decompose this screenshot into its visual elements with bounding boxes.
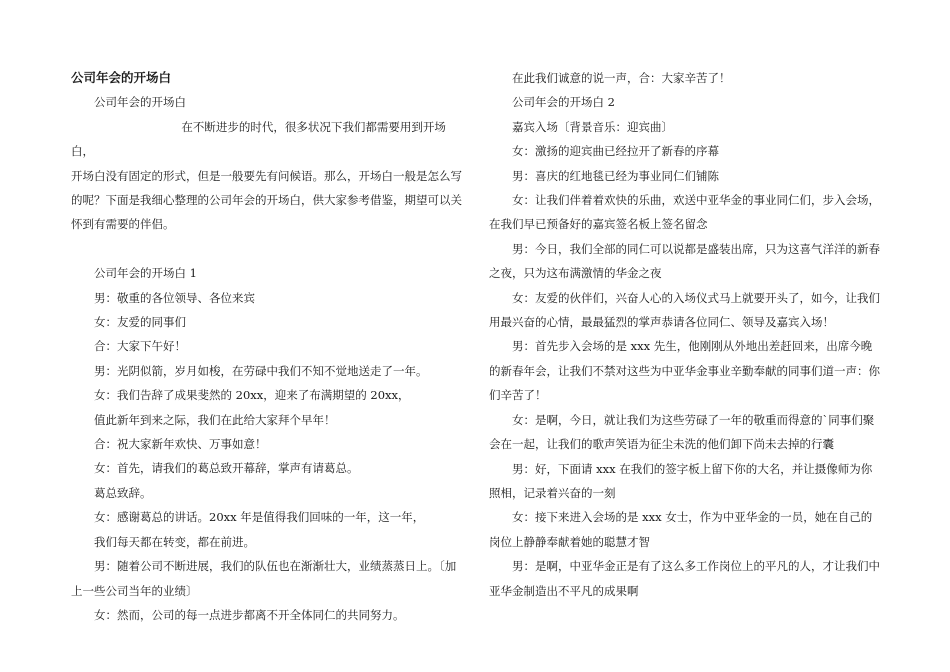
dialogue-line: 合：祝大家新年欢快、万事如意！	[94, 437, 267, 452]
section-1-heading: 公司年会的开场白 1	[94, 266, 197, 281]
dialogue-line: 女：友爱的同事们	[94, 315, 186, 330]
dialogue-line: 女：感谢葛总的讲话。20xx 年是值得我们回味的一年，这一年，	[94, 510, 425, 525]
intro-line-1: 在不断进步的时代，很多状况下我们都需要用到开场白，	[71, 119, 446, 159]
blank-line	[71, 237, 463, 261]
dialogue-paragraph: 女：接下来进入会场的是 xxx 女士，作为中亚华金的一员，她在自己的岗位上静静奉献着她的聪慧才智	[489, 510, 873, 549]
dialogue-line: 我们每天都在转变，都在前进。	[94, 534, 255, 549]
dialogue-line: 嘉宾入场〔背景音乐：迎宾曲〕	[512, 119, 673, 134]
dialogue-paragraph: 女：友爱的伙伴们，兴奋人心的入场仪式马上就要开头了，如今，让我们用最兴奋的心情，最最猛烈的掌声恭请各位同仁、领导及嘉宾入场！	[489, 290, 880, 330]
dialogue-paragraph: 男：随着公司不断进展，我们的队伍也在渐渐壮大，业绩蒸蒸日上。〔加上一些公司当年的业绩〕	[71, 559, 457, 598]
document-title: 公司年会的开场白	[71, 70, 172, 85]
section-2-heading: 公司年会的开场白 2	[512, 95, 615, 110]
dialogue-paragraph: 男：是啊，中亚华金正是有了这么多工作岗位上的平凡的人，才让我们中亚华金制造出不平凡的成果啊	[489, 559, 880, 598]
dialogue-paragraph: 女：让我们伴着着欢快的乐曲，欢送中亚华金的事业同仁们，步入会场，在我们早已预备好的嘉宾签名板上签名留念	[489, 193, 880, 232]
dialogue-line: 男：光阴似箭，岁月如梭，在劳碌中我们不知不觉地送走了一年。	[94, 363, 428, 378]
dialogue-line: 女：我们告辞了成果斐然的 20xx，迎来了布满期望的 20xx，	[94, 388, 410, 403]
dialogue-line: 女：激扬的迎宾曲已经拉开了新春的序幕	[512, 144, 719, 159]
dialogue-line: 葛总致辞。	[94, 485, 152, 500]
subtitle: 公司年会的开场白	[94, 95, 186, 110]
dialogue-line: 女：首先，请我们的葛总致开幕辞，掌声有请葛总。	[94, 461, 359, 476]
dialogue-line: 合：大家下午好！	[94, 339, 186, 354]
dialogue-paragraph: 女：是啊，今日，就让我们为这些劳碌了一年的敬重而得意的`同事们聚会在一起，让我们的歌声笑语为征尘未洗的他们卸下尚未去掉的行囊	[489, 412, 875, 452]
left-column	[71, 66, 463, 627]
dialogue-line: 在此我们诚意的说一声，合：大家辛苦了！	[512, 71, 731, 85]
dialogue-paragraph: 男：首先步入会场的是 xxx 先生，他刚刚从外地出差赶回来，出席今晚的新春年会，让我们不禁对这些为中亚华金事业辛勤奉献的同事们道一声：你们辛苦了！	[489, 339, 880, 403]
dialogue-line: 女：然而，公司的每一点进步都离不开全体同仁的共同努力。	[94, 607, 405, 622]
dialogue-line: 男：敬重的各位领导、各位来宾	[94, 290, 255, 305]
dialogue-line: 男：喜庆的红地毯已经为事业同仁们铺陈	[512, 168, 719, 183]
right-column	[489, 66, 881, 603]
dialogue-paragraph: 男：好，下面请 xxx 在我们的签字板上留下你的大名，并让摄像师为你照相，记录着兴奋的一刻	[489, 461, 873, 500]
dialogue-line: 值此新年到来之际，我们在此给大家拜个早年！	[94, 412, 336, 427]
intro-paragraph: 开场白没有固定的形式，但是一般要先有问候语。那么，开场白一般是怎么写的呢？下面是我细心整理的公司年会的开场白，供大家参考借鉴，期望可以关怀到有需要的伴侣。	[71, 168, 462, 232]
dialogue-paragraph: 男：今日，我们全部的同仁可以说都是盛装出席，只为这喜气洋洋的新春之夜，只为这布满激情的华金之夜	[489, 241, 880, 281]
